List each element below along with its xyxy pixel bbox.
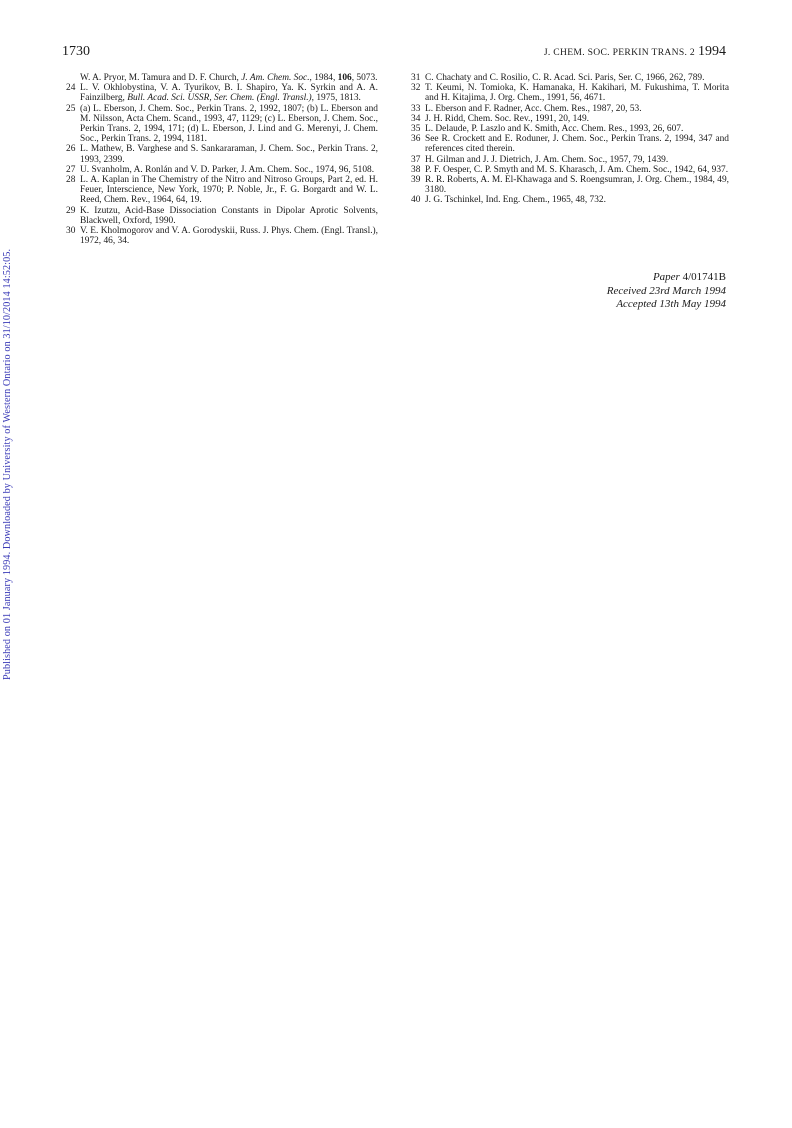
ref-text: , 1975, 1813. xyxy=(311,93,361,104)
page-number: 1730 xyxy=(62,44,90,59)
ref-number: 37 xyxy=(411,154,421,165)
journal-running-title: J. CHEM. SOC. PERKIN TRANS. 2 xyxy=(543,47,695,58)
ref-number: 28 xyxy=(66,175,76,186)
ref-text: See R. Crockett and E. Roduner, J. Chem. Soc., Perkin Trans. 2, 1994, 347 and references cited therein. xyxy=(425,134,729,155)
reference-29 xyxy=(66,206,378,226)
ref-number: 29 xyxy=(66,205,76,216)
ref-text: L. A. Kaplan in The Chemistry of the Nitro and Nitroso Groups, Part 2, ed. H. Feuer, Interscience, New York, 1970; P. Noble, Jr., F. G. Borgardt and W. L. Reed, Chem. Rev., 1964, 64, 19. xyxy=(80,175,378,206)
ref-journal: J. Am. Chem. Soc. xyxy=(241,73,310,83)
reference-32 xyxy=(411,83,729,103)
ref-number: 36 xyxy=(411,134,421,145)
received-date: 23rd March 1994 xyxy=(649,284,726,297)
references-right-column xyxy=(411,73,729,206)
reference-34 xyxy=(411,114,729,124)
reference-28 xyxy=(66,175,378,206)
ref-number: 40 xyxy=(411,195,421,206)
ref-text: L. Delaude, P. Laszlo and K. Smith, Acc. Chem. Res., 1993, 26, 607. xyxy=(425,124,684,135)
accepted-line xyxy=(607,298,726,312)
ref-number: 33 xyxy=(411,103,421,114)
journal-year: 1994 xyxy=(698,44,726,59)
accepted-label: Accepted xyxy=(616,298,657,310)
reference-36 xyxy=(411,134,729,154)
ref-text: C. Chachaty and C. Rosilio, C. R. Acad. Sci. Paris, Ser. C, 1966, 262, 789. xyxy=(425,73,705,83)
ref-text: W. A. Pryor, M. Tamura and D. F. Church, xyxy=(80,73,242,83)
ref-number: 31 xyxy=(411,73,421,83)
ref-volume: 106 xyxy=(337,73,352,83)
ref-number: 39 xyxy=(411,175,421,186)
reference-35 xyxy=(411,124,729,134)
ref-text: T. Keumi, N. Tomioka, K. Hamanaka, H. Kakihari, M. Fukushima, T. Morita and H. Kitajima, J. Org. Chem., 1991, 56, 4671. xyxy=(425,83,729,104)
ref-text: (a) L. Eberson, J. Chem. Soc., Perkin Trans. 2, 1992, 1807; (b) L. Eberson and M. Nilsson, Acta Chem. Scand., 1993, 47, 1129; (c) L. Eberson, J. Chem. Soc., Perkin Trans. 2, 1994, 171; (d) L. Eberson, J. Lind and G. Merenyi, J. Chem. Soc., Perkin Trans. 2, 1994, 1181. xyxy=(80,103,378,145)
reference-40 xyxy=(411,195,729,205)
ref-journal: Bull. Acad. Sci. USSR, Ser. Chem. (Engl. Transl.) xyxy=(127,93,312,104)
accepted-date: 13th May 1994 xyxy=(659,298,726,310)
running-head xyxy=(544,44,726,60)
ref-text: J. G. Tschinkel, Ind. Eng. Chem., 1965, 48, 732. xyxy=(425,195,606,206)
reference-24 xyxy=(66,83,378,103)
ref-text: R. R. Roberts, A. M. El-Khawaga and S. Roengsumran, J. Org. Chem., 1984, 49, 3180. xyxy=(425,175,729,196)
ref-text: L. Mathew, B. Varghese and S. Sankararaman, J. Chem. Soc., Perkin Trans. 2, 1993, 2399. xyxy=(80,144,378,165)
download-watermark: Published on 01 January 1994. Downloaded by University of Western Ontario on 31/10/2014 14:52:05. xyxy=(2,248,13,680)
reference-25 xyxy=(66,104,378,145)
ref-number: 34 xyxy=(411,113,421,124)
reference-27 xyxy=(66,165,378,175)
ref-text: L. V. Okhlobystina, V. A. Tyurikov, B. I. Shapiro, Ya. K. Syrkin and A. A. Fainzilberg, xyxy=(80,83,378,104)
reference-26 xyxy=(66,144,378,164)
reference-30 xyxy=(66,226,378,246)
ref-text: U. Svanholm, A. Ronlán and V. D. Parker, J. Am. Chem. Soc., 1974, 96, 5108. xyxy=(80,164,375,175)
ref-text: , 5073. xyxy=(351,73,378,83)
ref-number: 24 xyxy=(66,83,76,94)
ref-text: V. E. Kholmogorov and V. A. Gorodyskii, Russ. J. Phys. Chem. (Engl. Transl.), 1972, 46, 34. xyxy=(80,226,378,247)
paper-id-line xyxy=(607,271,726,285)
ref-number: 32 xyxy=(411,83,421,94)
paper-label: Paper xyxy=(652,271,680,283)
ref-number: 35 xyxy=(411,124,421,135)
references-left-column xyxy=(66,73,378,246)
reference-31 xyxy=(411,73,729,83)
ref-text: , 1984, xyxy=(309,73,338,83)
paper-id: 4/01741B xyxy=(682,271,726,283)
reference-37 xyxy=(411,155,729,165)
reference-continuation xyxy=(66,73,378,83)
ref-text: H. Gilman and J. J. Dietrich, J. Am. Chem. Soc., 1957, 79, 1439. xyxy=(425,154,669,165)
reference-33 xyxy=(411,104,729,114)
ref-text: J. H. Ridd, Chem. Soc. Rev., 1991, 20, 149. xyxy=(425,113,589,124)
received-label: Received xyxy=(606,284,647,297)
ref-number: 25 xyxy=(66,103,76,114)
ref-text: L. Eberson and F. Radner, Acc. Chem. Res., 1987, 20, 53. xyxy=(425,103,642,114)
ref-number: 26 xyxy=(66,144,76,155)
manuscript-dates xyxy=(607,271,726,312)
received-line xyxy=(607,285,726,299)
ref-number: 38 xyxy=(411,164,421,175)
reference-38 xyxy=(411,165,729,175)
ref-text: K. Izutzu, Acid-Base Dissociation Constants in Dipolar Aprotic Solvents, Blackwell, Oxford, 1990. xyxy=(80,205,378,226)
ref-text: P. F. Oesper, C. P. Smyth and M. S. Kharasch, J. Am. Chem. Soc., 1942, 64, 937. xyxy=(425,164,729,175)
reference-39 xyxy=(411,175,729,195)
ref-number: 27 xyxy=(66,164,76,175)
ref-number: 30 xyxy=(66,226,76,237)
